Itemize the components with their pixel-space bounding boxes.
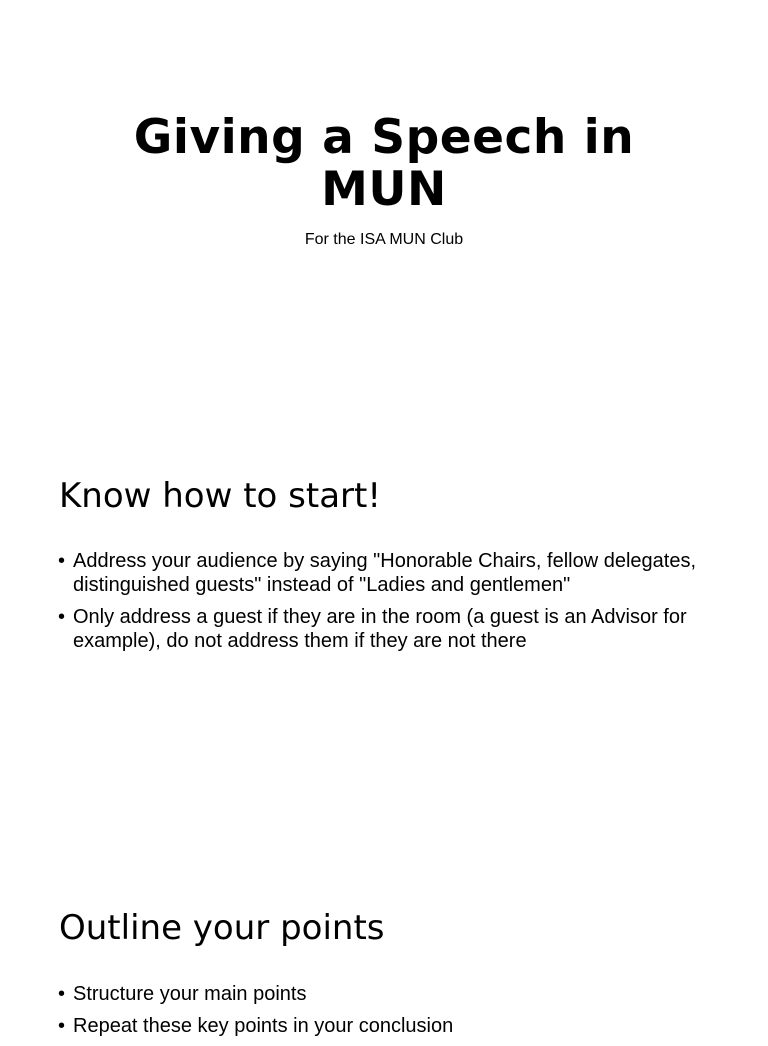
bullet-text: Repeat these key points in your conclusion (73, 1015, 454, 1037)
bullet-list (58, 549, 718, 661)
bullet-icon: • (58, 1015, 66, 1037)
bullet-item (58, 549, 718, 597)
bullet-item (58, 605, 718, 653)
bullet-item (58, 982, 718, 1006)
slide-heading: Know how to start! (59, 476, 381, 516)
title-slide (0, 0, 768, 432)
slide-outline-your-points (0, 864, 768, 1037)
bullet-icon: • (58, 606, 66, 628)
bullet-icon: • (58, 550, 66, 572)
bullet-text: Structure your main points (73, 983, 307, 1005)
subtitle: For the ISA MUN Club (304, 231, 464, 248)
bullet-text: Address your audience by saying "Honorable Chairs, fellow delegates, distinguished guests" instead of "Ladies and gentlemen" (73, 550, 697, 596)
bullet-item (58, 1014, 718, 1038)
bullet-icon: • (58, 983, 66, 1005)
slide-heading: Outline your points (59, 908, 385, 948)
bullet-text: Only address a guest if they are in the room (a guest is an Advisor for example), do not address them if they are not there (73, 606, 687, 652)
page-title: Giving a Speech in MUN (133, 110, 635, 217)
bullet-list (58, 982, 718, 1046)
slide-know-how-to-start (0, 432, 768, 864)
